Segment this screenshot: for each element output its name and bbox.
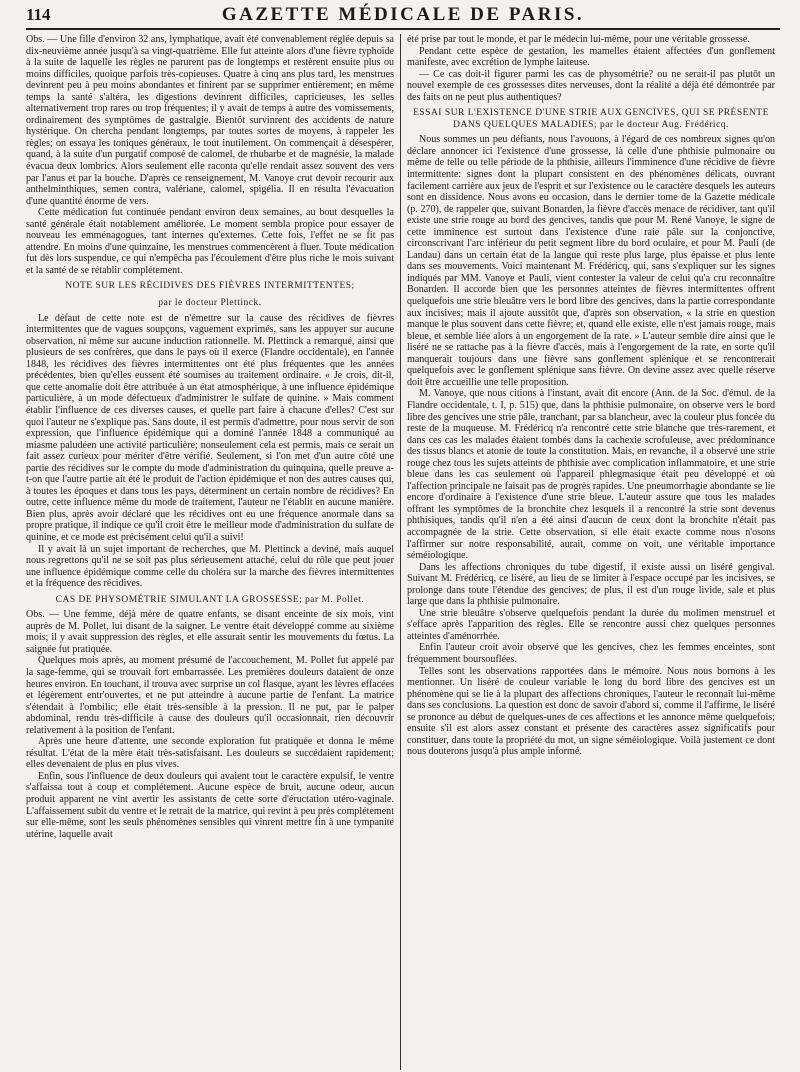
body-paragraph: — Ce cas doit-il figurer parmi les cas de physométrie? ou ne serait-il pas plutôt un nouvel exemple de ces grossesses dites nerveuses, dont la réalité a déjà été démontrée par des faits on ne peut plus authentiques?: [407, 68, 775, 103]
page-header: [26, 4, 780, 26]
observation-paragraph: Obs. — Une fille d'environ 32 ans, lymphatique, avait été convenablement réglée depuis sa dix-neuvième année jusqu'à sa vingt-quatrième. Elle fut atteinte alors d'une fièvre typhoïde à la suite de laquelle les règles ne parurent pas de longtemps et restèrent ensuite plus ou moins difficiles, quoique parfois très-copieuses. Quatre à cinq ans plus tard, les menstrues devinrent peu à peu moins abondantes et finirent par se supprimer entièrement; en même temps la santé s'altéra, les digestions devinrent difficiles, capricieuses, les selles alternativement trop rares ou trop fréquentes; il y avait de temps à autre des vomissements, ordinairement des symptômes de gastralgie. Bientôt survinrent des accidents de nature hystérique. On chercha pendant longtemps, par toutes sortes de moyens, à rappeler les règles; on essaya les toniques généraux, le tout inutilement. On commençait à désespérer, quand, à la suite d'un purgatif composé de calomel, de rhubarbe et de magnésie, la malade évacua deux lombrics. Alors seulement elle raconta qu'elle rendait assez souvent des vers par l'anus et par la bouche. D'après ce renseignement, M. Vanoye crut devoir recourir aux anthelminthiques, semen contra, valériane, calomel, spigélia. Il en résulta l'évacuation d'une quantité énorme de vers.: [26, 34, 394, 207]
body-paragraph: Quelques mois après, au moment présumé de l'accouchement, M. Pollet fut appelé par la sage-femme, qui se trouvait fort embarrassée. Les premières douleurs dataient de onze heures environ. En touchant, il trouva avec surprise un col flasque, ayant les lèvres effacées et légèrement entr'ouvertes, et ne put atteindre à aucune partie de l'enfant. La matrice s'étendait à l'ombilic; elle était très-sensible à la pression. Il ne put, par le palper abdominal, rendu très-difficile à cause des douleurs qu'il occasionnait, rien découvrir relativement à la position de l'enfant.: [26, 655, 394, 736]
article-author: par le docteur Plettinck.: [158, 298, 262, 309]
body-paragraph: Une strie bleuâtre s'observe quelquefois pendant la durée du molimen menstruel et s'efface après l'apparition des règles. Elle se rencontre aussi chez quelques personnes atteintes d'aménorrhée.: [407, 607, 775, 642]
article-title: CAS DE PHYSOMÉTRIE SIMULANT LA GROSSESSE; par M. Pollet.: [55, 594, 365, 605]
observation-paragraph: Obs. — Une femme, déjà mère de quatre enfants, se disant enceinte de six mois, vint auprès de M. Pollet, lui disant de la saigner. Le ventre était développé comme au sixième mois; il y avait suppression des règles, et elle assurait sentir les mouvements du fœtus. La saignée fut pratiquée.: [26, 609, 394, 655]
body-paragraph: Pendant cette espèce de gestation, les mamelles étaient affectées d'un gonflement manifeste, avec excrétion de lymphe laiteuse.: [407, 45, 775, 69]
body-paragraph: Cette médication fut continuée pendant environ deux semaines, au bout desquelles la santé générale était notablement améliorée. Le moment sembla propice pour essayer de nouveau les emménagogues, tant internes qu'externes. Cette fois, l'effet ne se fit pas attendre. En moins d'une quinzaine, les menstrues commencèrent à fluer. Toute médication fut dès lors suspendue, ce qui n'empêcha pas l'écoulement d'être plus riche le mois suivant et la santé de se rétablir complétement.: [26, 207, 394, 276]
text-columns: [26, 34, 780, 1070]
body-paragraph: M. Vanoye, que nous citions à l'instant, avait dit encore (Ann. de la Soc. d'émul. de la Flandre occidentale, t. I, p. 515) que, dans la phthisie pulmonaire, on observe vers le bord libre des gencives une strie pâle, tranchant, par sa blancheur, avec la couleur plus foncée du reste de la muqueuse. M. Frédéricq n'a rencontré cette strie blanche que très-rarement, et dans ces cas les malades étaient tombés dans la cachexie scrofuleuse, avec prédominance des tissus blancs et atonie de toute la constitution. Mais, en revanche, il a observé une strie rouge chez tous les sujets atteints de phthisie avec complication inflammatoire, et une strie bleue dans les cas seulement où l'appareil phlegmasique était peu développé et où l'affection principale ne faisait pas de progrès rapides. Une pneumorrhagie abondante se lie encore d'ordinaire à l'existence d'une strie bleue. L'auteur assure que tous les malades offrant les symptômes de la bronchite chez lesquels il a rencontré la strie sont devenus phthisiques, tandis qu'il n'en a été ainsi d'aucun de ceux dont la bronchite n'était pas accompagnée de la strie. Cette observation, si elle était exacte comme nous n'osons l'affirmer sur notre responsabilité, aurait, comme on voit, une véritable importance séméiologique.: [407, 388, 775, 562]
body-paragraph: Après une heure d'attente, une seconde exploration fut pratiquée et donna le même résultat. L'état de la mère était très-satisfaisant. Les douleurs se succédaient rapidement; elles devenaient de plus en plus vives.: [26, 736, 394, 771]
right-column: [401, 34, 775, 1070]
body-paragraph: Telles sont les observations rapportées dans le mémoire. Nous nous bornons à les mentionner. Un liséré de couleur variable le long du bord libre des gencives est un phénomène qui se lie à la plupart des affections chroniques, l'auteur le reconnaît lui-même dans ses conclusions. La question est donc de savoir d'abord si, comme il l'affirme, le liséré se prononce au début de quelques-unes de ces affections et les annonce même quelquefois; ensuite s'il est alors assez constant et présente des caractères assez significatifs pour constituer, dans toute la propriété du mot, un signe séméiologique. Voilà justement ce dont nous douterons jusqu'à plus ample informé.: [407, 665, 775, 758]
body-paragraph: Le défaut de cette note est de n'émettre sur la cause des récidives de fièvres intermittentes que de vagues soupçons, vaguement exprimés, sans les appuyer sur aucune observation, ni même sur aucune induction rationnelle. M. Plettinck a remarqué, ainsi que plusieurs de ses confrères, que dans le pays où il exerce (Flandre occidentale), en l'année 1848, les récidives des fièvres intermittentes ont été plus fréquentes que les années précédentes, bien qu'elles eussent été soumises au traitement ordinaire. « Je crois, dit-il, que cette anomalie doit être attribuée à un état atmosphérique, à une influence épidémique particulière, à un mode défectueux d'administrer le sulfate de quinine. » Mais comment établir l'influence de ces diverses causes, et quelle part faire à chacune d'elles? C'est sur quoi l'auteur ne s'explique pas. Sans doute, il est permis d'admettre, pour nous servir de son expression, que l'influence épidémique qui a dominé l'année 1848 a communiqué au miasme paludéen une activité particulière; nonseulement cela est permis, mais ce serait un fait assez curieux pour mériter d'être vérifié. Seulement, si l'on met d'un autre côté une partie des récidives sur le compte du mode d'administration du quinquina, quelle preuve a-t-on que l'autre partie ait été le produit de l'action épidémique et non des autres causes qui, à toutes les époques et dans tous les pays, déterminent un certain nombre de récidives? En outre, cette influence même du mode de traitement, l'auteur ne l'établit en aucune manière. Bien plus, après avoir déclaré que les récidives ont eu une fréquence anormale dans sa propre pratique, il indique ce qu'il croit être le meilleur mode d'administration du sulfate de quinine, et ce mode est précisément celui qu'il a suivi!: [26, 312, 394, 543]
article-title: ESSAI SUR L'EXISTENCE D'UNE STRIE AUX GENCIVES, QUI SE PRÉSENTE DANS QUELQUES MALADIES; par le docteur Aug. Frédéricq.: [413, 108, 769, 130]
body-paragraph: Enfin, sous l'influence de deux douleurs qui avaient tout le caractère expulsif, le ventre s'affaissa tout à coup et complétement. Aucune espèce de bruit, aucune odeur, aucun produit apparent ne vint avertir les assistants de cette sorte d'éructation utéro-vaginale. L'affaissement subit du ventre et le retrait de la matrice, qui revint à peu près complétement sur elle-même, sont les seuls phénomènes sensibles qui vinrent mettre fin à une tympanite utérine, laquelle avait: [26, 770, 394, 840]
body-paragraph: Nous sommes un peu défiants, nous l'avouons, à l'égard de ces nombreux signes qu'on déclare annoncer ici l'existence d'une grossesse, là celle d'une phthisie pulmonaire ou même de telle ou telle période de la phthisie, ailleurs l'imminence d'une récidive de fièvre intermittente: signes dont la plupart consistent en des phénomènes délicats, ouvrant facilement carrière aux jeux de l'esprit et sur l'existence ou le caractère desquels les auteurs sont en dissidence. Nous avons eu occasion, dans le dernier tome de la Gazette médicale (p. 270), de rappeler que, suivant Bonarden, la fièvre d'accès menace de récidiver, tant qu'il existe une strie rouge au bord des gencives, tandis que pour M. René Vanoye, le signe de cette imminence est surtout dans l'existence d'une raie pâle sur la conjonctive, circonscrivant l'arc inférieur du petit segment libre du bord oculaire, et pour M. Pauli (de Landau) dans un certain état de la langue qui reste plus large, plus épaisse et plus lente dans ses mouvements. Voici maintenant M. Frédéricq, qui, sans s'expliquer sur les signes indiqués par MM. Vanoye et Pauli, vient contester la valeur de celui qu'a cru reconnaître Bonarden. Il accorde bien que les personnes atteintes de fièvres intermittentes offrent quelquefois une strie bleuâtre vers le bord libre des gencives, dans la partie correspondante aux incisives; mais il ajoute aussitôt que, d'après son observation, « la strie en question manque le plus souvent dans cette fièvre; et, quand elle existe, elle n'est jamais rouge, mais bleue, et semble liée alors à un engorgement de la rate. » L'auteur semble dire ainsi que le liséré ne se rattache pas à la fièvre d'accès, mais à l'engorgement de la rate, en sorte qu'il manquerait toujours dans une fièvre sans gonflement splénique et se rencontrerait quelquefois avec le gonflement splénique sans fièvre. On devine assez avec quelle réserve doit être accueillie une telle proposition.: [407, 134, 775, 388]
header-rule: [26, 28, 780, 30]
body-paragraph: Il y avait là un sujet important de recherches, que M. Plettinck a deviné, mais auquel nous regrettons qu'il ne se soit pas plus sérieusement attaché, celui du rôle que peut jouer une influence épidémique comme celle du choléra sur la marche des fièvres intermittentes et la fréquence des récidives.: [26, 543, 394, 590]
journal-title: GAZETTE MÉDICALE DE PARIS.: [221, 4, 585, 25]
article-title: NOTE SUR LES RÉCIDIVES DES FIÈVRES INTERMITTENTES;: [65, 281, 355, 292]
page-number: 114: [26, 5, 51, 24]
left-column: [26, 34, 400, 1070]
body-paragraph: Enfin l'auteur croit avoir observé que les gencives, chez les femmes enceintes, sont fréquemment boursouflées.: [407, 642, 775, 665]
body-paragraph: été prise par tout le monde, et par le médecin lui-même, pour une véritable grossesse.: [407, 34, 750, 45]
body-paragraph: Dans les affections chroniques du tube digestif, il existe aussi un liséré gengival. Suivant M. Frédéricq, ce liséré, au lieu de se limiter à l'espace occupé par les incisives, se prolonge dans toute l'étendue des gencives; de plus, il est d'un rouge livide, sale et plus large que dans la phthisie pulmonaire.: [407, 561, 775, 608]
